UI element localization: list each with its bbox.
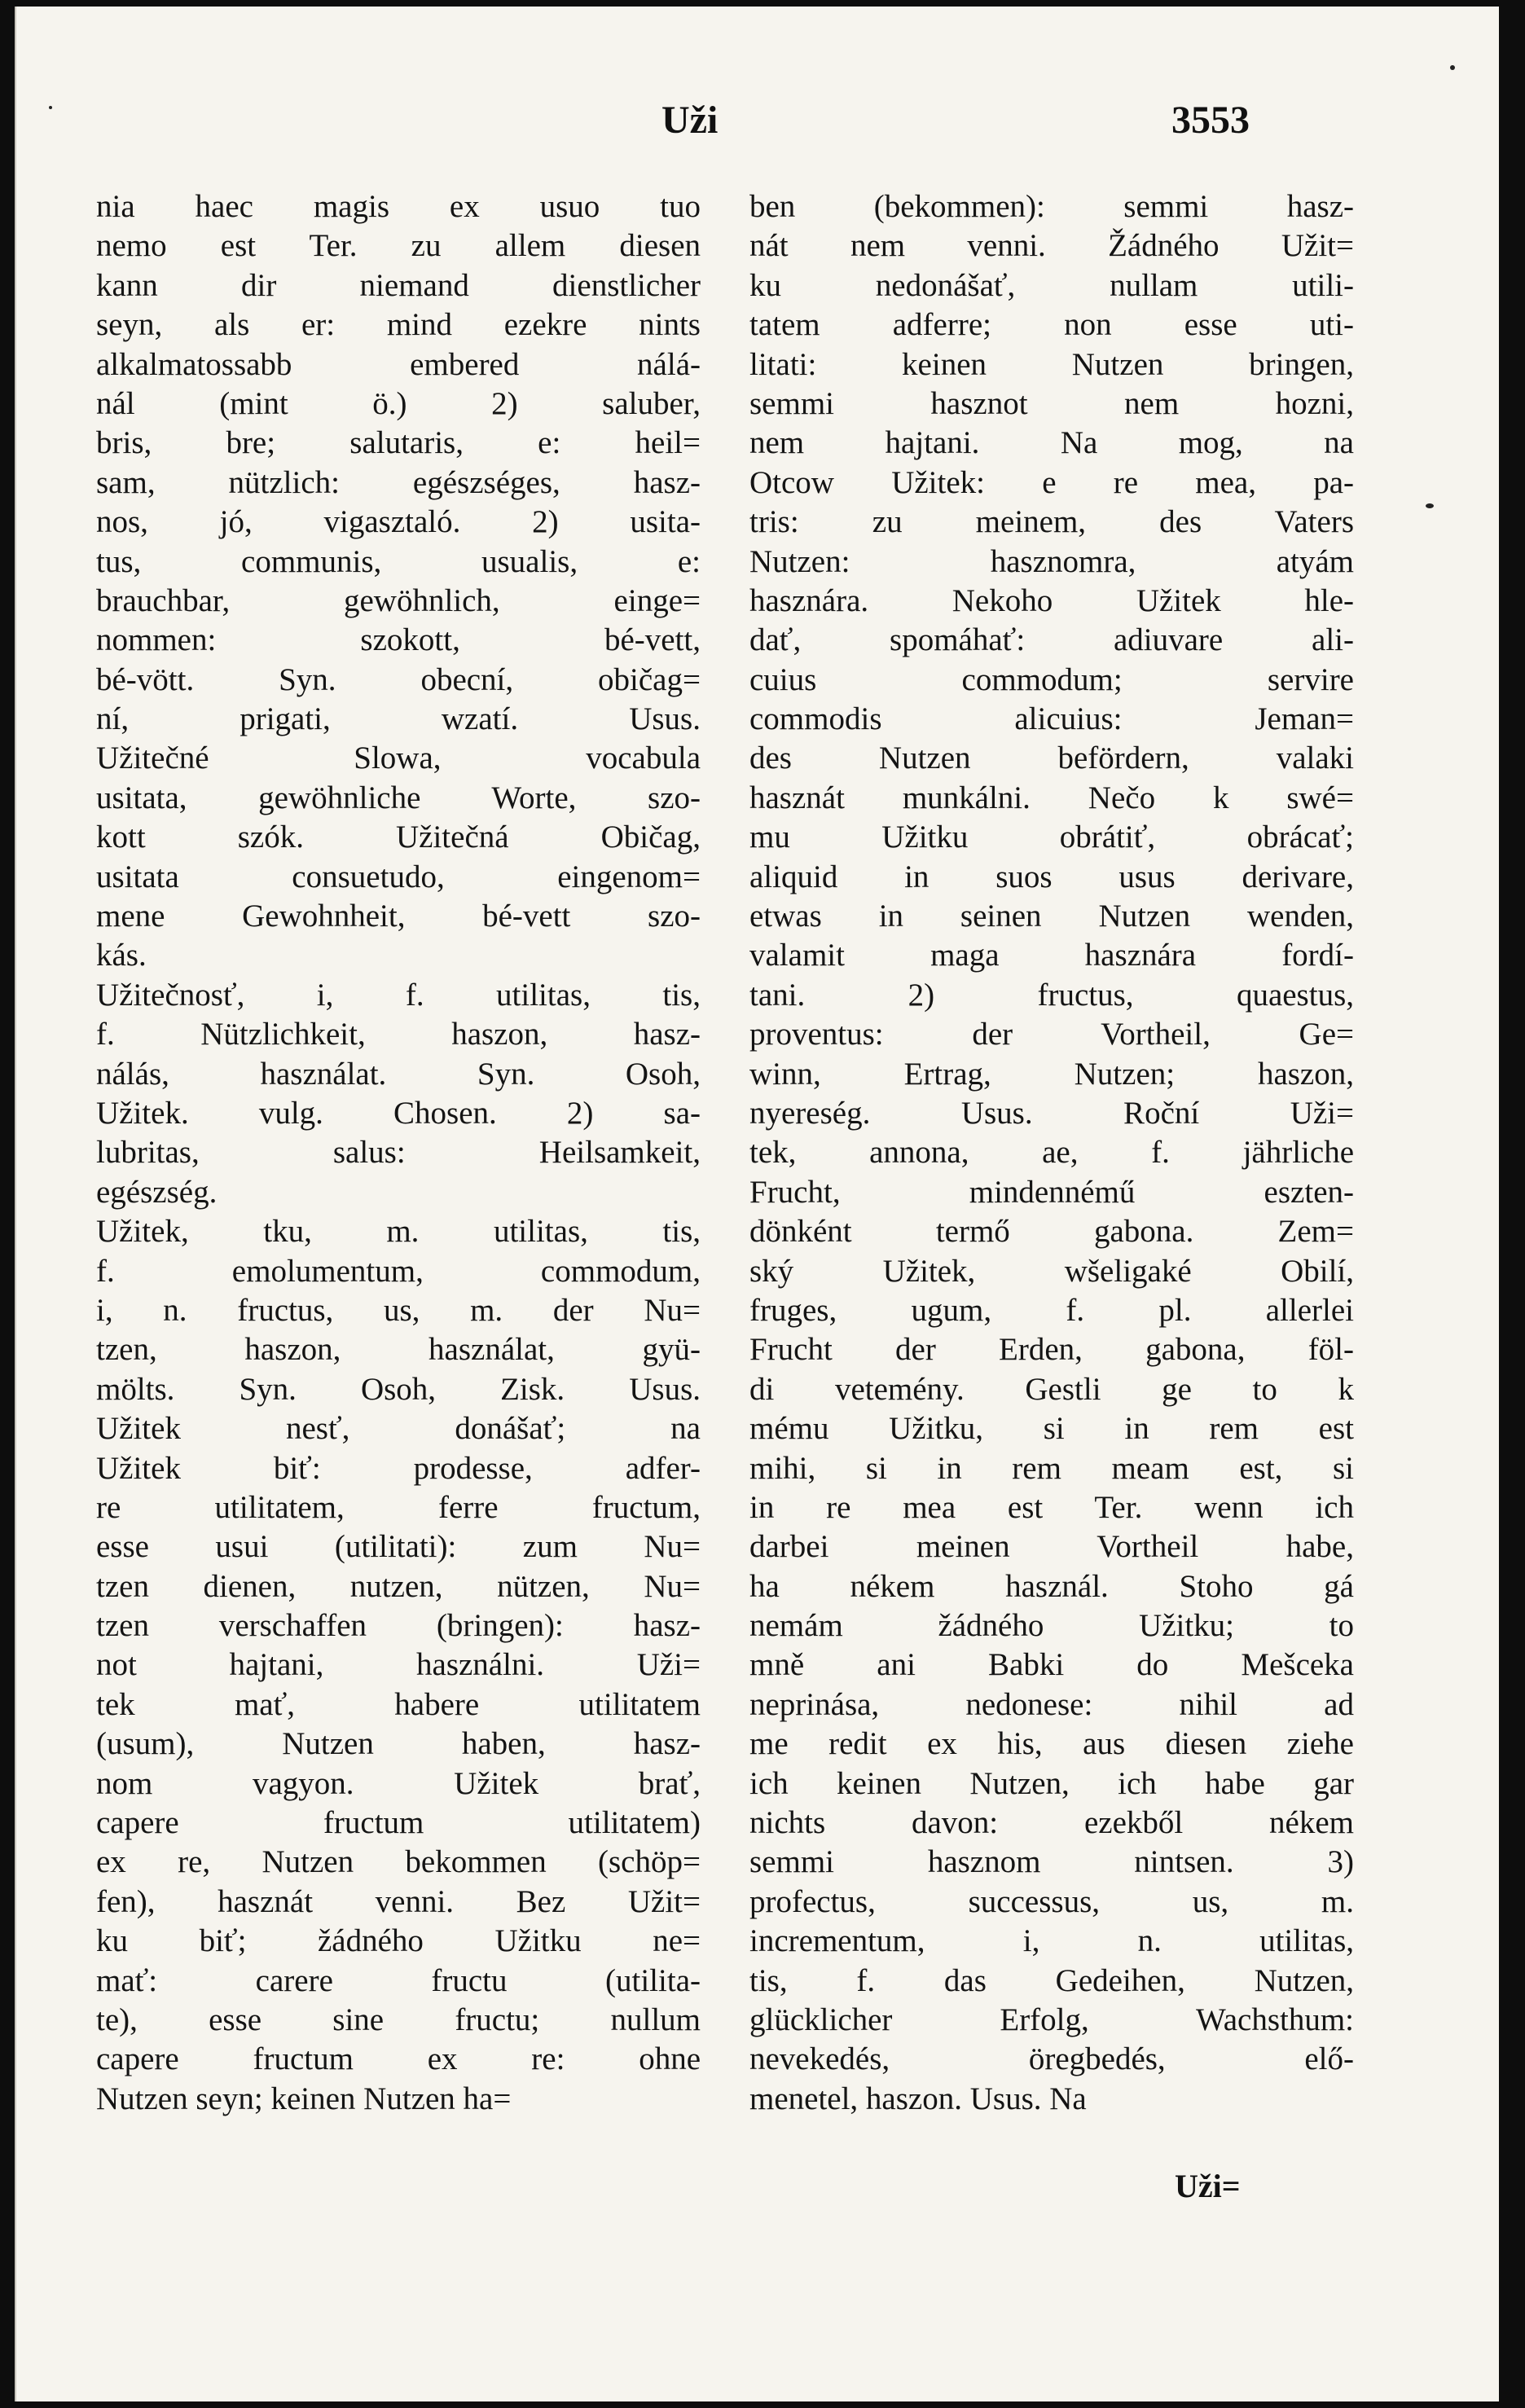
- text-line: ex re, Nutzen bekommen (schöp=: [96, 1844, 701, 1880]
- text-line: valamit maga hasznára fordí-: [749, 938, 1354, 973]
- text-line: capere fructum utilitatem): [96, 1805, 701, 1841]
- text-line: ní, prigati, wzatí. Usus.: [96, 701, 701, 737]
- text-line: tris: zu meinem, des Vaters: [749, 504, 1354, 540]
- ink-speck: [1450, 65, 1455, 70]
- text-line: nyereség. Usus. Roční Uži=: [749, 1095, 1354, 1131]
- text-line: in re mea est Ter. wenn ich: [749, 1489, 1354, 1525]
- text-line: brauchbar, gewöhnlich, einge=: [96, 582, 701, 618]
- text-line: cuius commodum; servire: [749, 661, 1354, 697]
- text-line: des Nutzen befördern, valaki: [749, 740, 1354, 776]
- text-line: tek, annona, ae, f. jährliche: [749, 1135, 1354, 1171]
- text-line: alkalmatossabb embered nálá-: [96, 346, 701, 382]
- text-line: di vetemény. Gestli ge to k: [749, 1371, 1354, 1407]
- text-line: f. emolumentum, commodum,: [96, 1253, 701, 1289]
- text-line: f. Nützlichkeit, haszon, hasz-: [96, 1017, 701, 1052]
- text-line: proventus: der Vortheil, Ge=: [749, 1017, 1354, 1052]
- text-line: nos, jó, vigasztaló. 2) usita-: [96, 504, 701, 540]
- ink-speck: [49, 106, 52, 109]
- text-line: capere fructum ex re: ohne: [96, 2041, 701, 2077]
- text-line: kann dir niemand dienstlicher: [96, 267, 701, 303]
- text-line: usitata, gewöhnliche Worte, szo-: [96, 780, 701, 815]
- text-line: kás.: [96, 938, 147, 973]
- text-line: egészség.: [96, 1174, 218, 1210]
- text-line: i, n. fructus, us, m. der Nu=: [96, 1292, 701, 1328]
- ink-speck: [1426, 503, 1434, 508]
- text-line: semmi hasznot nem hozni,: [749, 385, 1354, 421]
- text-line: seyn, als er: mind ezekre nints: [96, 307, 701, 343]
- text-line: nichts davon: ezekből nékem: [749, 1805, 1354, 1841]
- text-line: commodis alicuius: Jeman=: [749, 701, 1354, 737]
- text-line: mene Gewohnheit, bé-vett szo-: [96, 899, 701, 934]
- text-line: nevekedés, öregbedés, elő-: [749, 2041, 1354, 2077]
- text-line: tis, f. das Gedeihen, Nutzen,: [749, 1962, 1354, 1998]
- right-text-column: [749, 187, 1354, 2119]
- text-line: Užitek biť: prodesse, adfer-: [96, 1450, 701, 1486]
- text-line: mihi, si in rem meam est, si: [749, 1450, 1354, 1486]
- text-line: Nutzen seyn; keinen Nutzen ha=: [96, 2081, 512, 2116]
- text-line: bé-vött. Syn. obecní, običag=: [96, 661, 701, 697]
- text-line: mně ani Babki do Mešceka: [749, 1647, 1354, 1683]
- text-line: kott szók. Užitečná Običag,: [96, 820, 701, 855]
- text-line: fruges, ugum, f. pl. allerlei: [749, 1292, 1354, 1328]
- text-line: fen), hasznát venni. Bez Užit=: [96, 1883, 701, 1919]
- catchword: Uži=: [1175, 2168, 1241, 2204]
- text-line: Užitek nesť, donášať; na: [96, 1411, 701, 1447]
- text-line: nem hajtani. Na mog, na: [749, 425, 1354, 461]
- text-line: tzen, haszon, használat, gyü-: [96, 1332, 701, 1368]
- text-line: darbei meinen Vortheil habe,: [749, 1529, 1354, 1565]
- text-line: nát nem venni. Žádného Užit=: [749, 228, 1354, 264]
- text-line: hasznát munkálni. Nečo k swé=: [749, 780, 1354, 815]
- text-line: tzen verschaffen (bringen): hasz-: [96, 1608, 701, 1644]
- text-line: mölts. Syn. Osoh, Zisk. Usus.: [96, 1371, 701, 1407]
- text-line: nom vagyon. Užitek brať,: [96, 1765, 701, 1801]
- text-line: re utilitatem, ferre fructum,: [96, 1489, 701, 1525]
- text-line: (usum), Nutzen haben, hasz-: [96, 1726, 701, 1762]
- text-line: ben (bekommen): semmi hasz-: [749, 189, 1354, 224]
- text-line: litati: keinen Nutzen bringen,: [749, 346, 1354, 382]
- text-line: nemám žádného Užitku; to: [749, 1608, 1354, 1644]
- text-line: esse usui (utilitati): zum Nu=: [96, 1529, 701, 1565]
- text-line: dönként termő gabona. Zem=: [749, 1214, 1354, 1250]
- text-line: tus, communis, usualis, e:: [96, 543, 701, 579]
- text-line: tani. 2) fructus, quaestus,: [749, 977, 1354, 1013]
- text-line: mať: carere fructu (utilita-: [96, 1962, 701, 1998]
- text-line: sam, nützlich: egészséges, hasz-: [96, 464, 701, 500]
- text-line: ku biť; žádného Užitku ne=: [96, 1923, 701, 1959]
- text-line: nál (mint ö.) 2) saluber,: [96, 385, 701, 421]
- text-line: ku nedonášať, nullam utili-: [749, 267, 1354, 303]
- text-line: bris, bre; salutaris, e: heil=: [96, 425, 701, 461]
- text-line: ich keinen Nutzen, ich habe gar: [749, 1765, 1354, 1801]
- text-line: Užitek, tku, m. utilitas, tis,: [96, 1214, 701, 1250]
- text-line: mu Užitku obrátiť, obrácať;: [749, 820, 1354, 855]
- text-line: winn, Ertrag, Nutzen; haszon,: [749, 1056, 1354, 1092]
- dictionary-page: [15, 7, 1499, 2401]
- text-line: semmi hasznom nintsen. 3): [749, 1844, 1354, 1880]
- text-line: nemo est Ter. zu allem diesen: [96, 228, 701, 264]
- text-line: Frucht, mindennémű eszten-: [749, 1174, 1354, 1210]
- text-line: nommen: szokott, bé-vett,: [96, 622, 701, 658]
- text-line: tek mať, habere utilitatem: [96, 1686, 701, 1722]
- text-line: not hajtani, használni. Uži=: [96, 1647, 701, 1683]
- text-line: profectus, successus, us, m.: [749, 1883, 1354, 1919]
- text-line: Otcow Užitek: e re mea, pa-: [749, 464, 1354, 500]
- text-line: menetel, haszon. Usus. Na: [749, 2081, 1087, 2116]
- text-line: neprinása, nedonese: nihil ad: [749, 1686, 1354, 1722]
- header-title: Uži: [661, 99, 719, 142]
- text-line: Užitečné Slowa, vocabula: [96, 740, 701, 776]
- left-text-column: [96, 187, 701, 2119]
- text-line: me redit ex his, aus diesen ziehe: [749, 1726, 1354, 1762]
- running-header: [16, 98, 1499, 147]
- text-line: nálás, használat. Syn. Osoh,: [96, 1056, 701, 1092]
- text-line: tzen dienen, nutzen, nützen, Nu=: [96, 1568, 701, 1604]
- page-number: 3553: [1171, 99, 1250, 142]
- text-line: lubritas, salus: Heilsamkeit,: [96, 1135, 701, 1171]
- text-line: ha nékem használ. Stoho gá: [749, 1568, 1354, 1604]
- text-line: hasznára. Nekoho Užitek hle-: [749, 582, 1354, 618]
- text-line: mému Užitku, si in rem est: [749, 1411, 1354, 1447]
- text-line: aliquid in suos usus derivare,: [749, 859, 1354, 894]
- text-line: nia haec magis ex usuo tuo: [96, 189, 701, 224]
- text-line: tatem adferre; non esse uti-: [749, 307, 1354, 343]
- text-line: incrementum, i, n. utilitas,: [749, 1923, 1354, 1959]
- text-line: etwas in seinen Nutzen wenden,: [749, 899, 1354, 934]
- text-line: dať, spomáhať: adiuvare ali-: [749, 622, 1354, 658]
- text-line: Nutzen: hasznomra, atyám: [749, 543, 1354, 579]
- text-line: te), esse sine fructu; nullum: [96, 2002, 701, 2037]
- text-line: glücklicher Erfolg, Wachsthum:: [749, 2002, 1354, 2037]
- text-line: Frucht der Erden, gabona, föl-: [749, 1332, 1354, 1368]
- text-line: Užitečnosť, i, f. utilitas, tis,: [96, 977, 701, 1013]
- text-line: ský Užitek, wšeligaké Obilí,: [749, 1253, 1354, 1289]
- text-line: usitata consuetudo, eingenom=: [96, 859, 701, 894]
- text-line: Užitek. vulg. Chosen. 2) sa-: [96, 1095, 701, 1131]
